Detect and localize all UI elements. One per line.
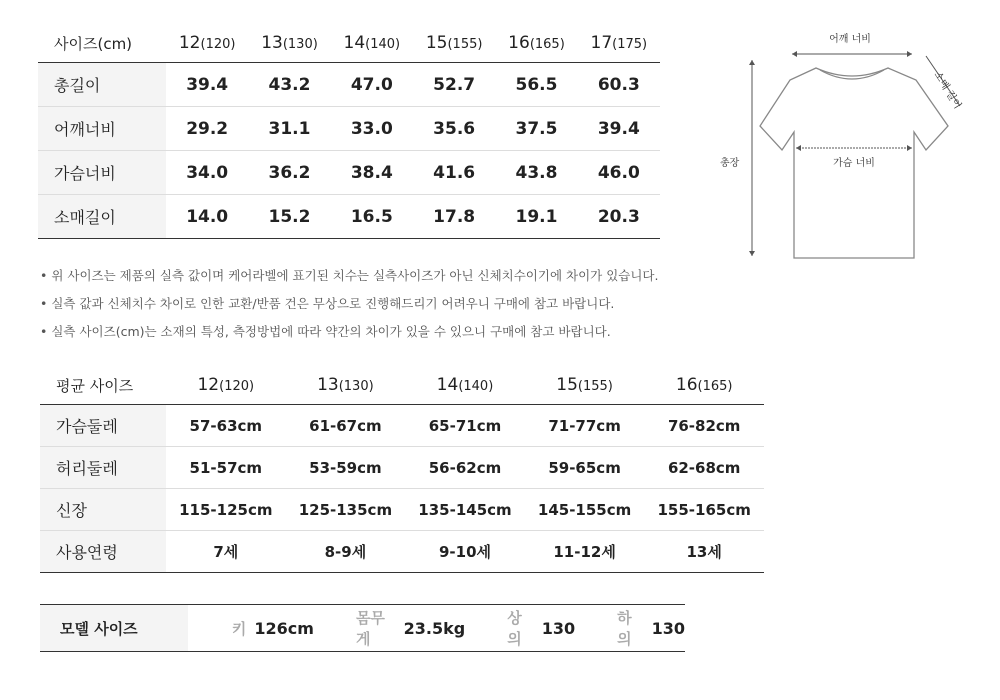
size-col-header: 13(130) (261, 33, 318, 53)
table-cell: 71-77cm (525, 405, 645, 447)
table-cell: 52.7 (413, 63, 495, 107)
table-cell: 33.0 (331, 107, 413, 151)
table-row (40, 447, 764, 489)
model-value: 130 (651, 618, 685, 638)
table-cell: 35.6 (413, 107, 495, 151)
table-cell: 51-57cm (166, 447, 286, 489)
size-col-header: 12(120) (197, 375, 255, 395)
row-label: 소매길이 (38, 195, 166, 239)
row-label: 가슴둘레 (40, 405, 166, 447)
table-cell: 76-82cm (644, 405, 764, 447)
table-cell: 135-145cm (405, 489, 525, 531)
table-cell: 11-12세 (525, 531, 645, 573)
table-cell: 155-165cm (644, 489, 764, 531)
table-cell: 29.2 (166, 107, 248, 151)
table-cell: 60.3 (578, 63, 660, 107)
model-size-row (40, 604, 685, 652)
table-cell: 47.0 (331, 63, 413, 107)
size-col-header: 17(175) (590, 33, 648, 53)
size-table-header (38, 24, 660, 63)
table-cell: 125-135cm (286, 489, 406, 531)
row-label: 사용연령 (40, 531, 166, 573)
model-value: 23.5kg (403, 618, 466, 638)
row-label: 가슴너비 (38, 151, 166, 195)
shoulder-width-label: 어깨 너비 (829, 34, 871, 45)
table-cell: 115-125cm (166, 489, 286, 531)
size-col-header: 13(130) (317, 375, 374, 395)
table-cell: 65-71cm (405, 405, 525, 447)
table-cell: 14.0 (166, 195, 248, 239)
sleeve-length-label: 소매 길이 (931, 69, 963, 112)
table-row (38, 63, 660, 107)
table-cell: 37.5 (495, 107, 577, 151)
table-cell: 145-155cm (525, 489, 645, 531)
table-cell: 57-63cm (166, 405, 286, 447)
table-cell: 46.0 (578, 151, 660, 195)
total-length-label: 총장 (720, 158, 740, 169)
size-col-header: 15(155) (556, 375, 613, 395)
table-cell: 31.1 (248, 107, 330, 151)
table-row (38, 151, 660, 195)
row-label: 총길이 (38, 63, 166, 107)
table-cell: 36.2 (248, 151, 330, 195)
table-cell: 7세 (166, 531, 286, 573)
table-row (40, 405, 764, 447)
avg-table-header-label: 평균 사이즈 (56, 376, 134, 395)
note-item: • 위 사이즈는 제품의 실측 값이며 케어라벨에 표기된 치수는 실측사이즈가 아닌 신체치수이기에 차이가 있습니다. (40, 262, 700, 290)
average-size-table (40, 366, 764, 573)
model-value: 130 (541, 618, 576, 638)
size-col-header: 15(155) (425, 33, 483, 53)
model-value: 126cm (254, 618, 314, 638)
model-key: 키 (231, 619, 247, 638)
size-col-header: 16(165) (508, 33, 565, 53)
table-cell: 34.0 (166, 151, 248, 195)
row-label: 신장 (40, 489, 166, 531)
table-cell: 20.3 (578, 195, 660, 239)
chest-width-label: 가슴 너비 (833, 158, 875, 169)
size-col-header: 14(140) (436, 375, 494, 395)
row-label: 어깨너비 (38, 107, 166, 151)
table-cell: 56.5 (495, 63, 577, 107)
table-cell: 43.8 (495, 151, 577, 195)
model-size-label: 모델 사이즈 (40, 605, 188, 651)
table-cell: 39.4 (578, 107, 660, 151)
table-row (40, 489, 764, 531)
note-item: • 실측 값과 신체치수 차이로 인한 교환/반품 건은 무상으로 진행해드리기 어려우니 구매에 참고 바랍니다. (40, 290, 700, 318)
table-row (38, 107, 660, 151)
table-cell: 61-67cm (286, 405, 406, 447)
table-row (38, 195, 660, 239)
table-cell: 41.6 (413, 151, 495, 195)
table-cell: 13세 (644, 531, 764, 573)
size-col-header: 16(165) (675, 375, 733, 395)
table-cell: 15.2 (248, 195, 330, 239)
tshirt-diagram (720, 28, 970, 268)
notes-list (40, 262, 700, 346)
size-table (38, 24, 660, 239)
size-col-header: 14(140) (343, 33, 401, 53)
table-cell: 39.4 (166, 63, 248, 107)
table-cell: 38.4 (331, 151, 413, 195)
table-cell: 16.5 (331, 195, 413, 239)
table-cell: 59-65cm (525, 447, 645, 489)
size-col-header: 12(120) (178, 33, 236, 53)
note-item: • 실측 사이즈(cm)는 소재의 특성, 측정방법에 따라 약간의 차이가 있을 수 있으니 구매에 참고 바랍니다. (40, 318, 700, 346)
table-cell: 19.1 (495, 195, 577, 239)
table-cell: 9-10세 (405, 531, 525, 573)
table-cell: 17.8 (413, 195, 495, 239)
table-cell: 53-59cm (286, 447, 406, 489)
row-label: 허리둘레 (40, 447, 166, 489)
model-key: 하의 (617, 609, 632, 648)
size-table-header-label: 사이즈(cm) (54, 34, 133, 53)
table-cell: 8-9세 (286, 531, 406, 573)
model-key: 몸무게 (355, 609, 385, 648)
table-cell: 43.2 (248, 63, 330, 107)
table-cell: 62-68cm (644, 447, 764, 489)
table-row (40, 531, 764, 573)
table-cell: 56-62cm (405, 447, 525, 489)
avg-table-header (40, 366, 764, 405)
model-key: 상의 (507, 609, 522, 648)
